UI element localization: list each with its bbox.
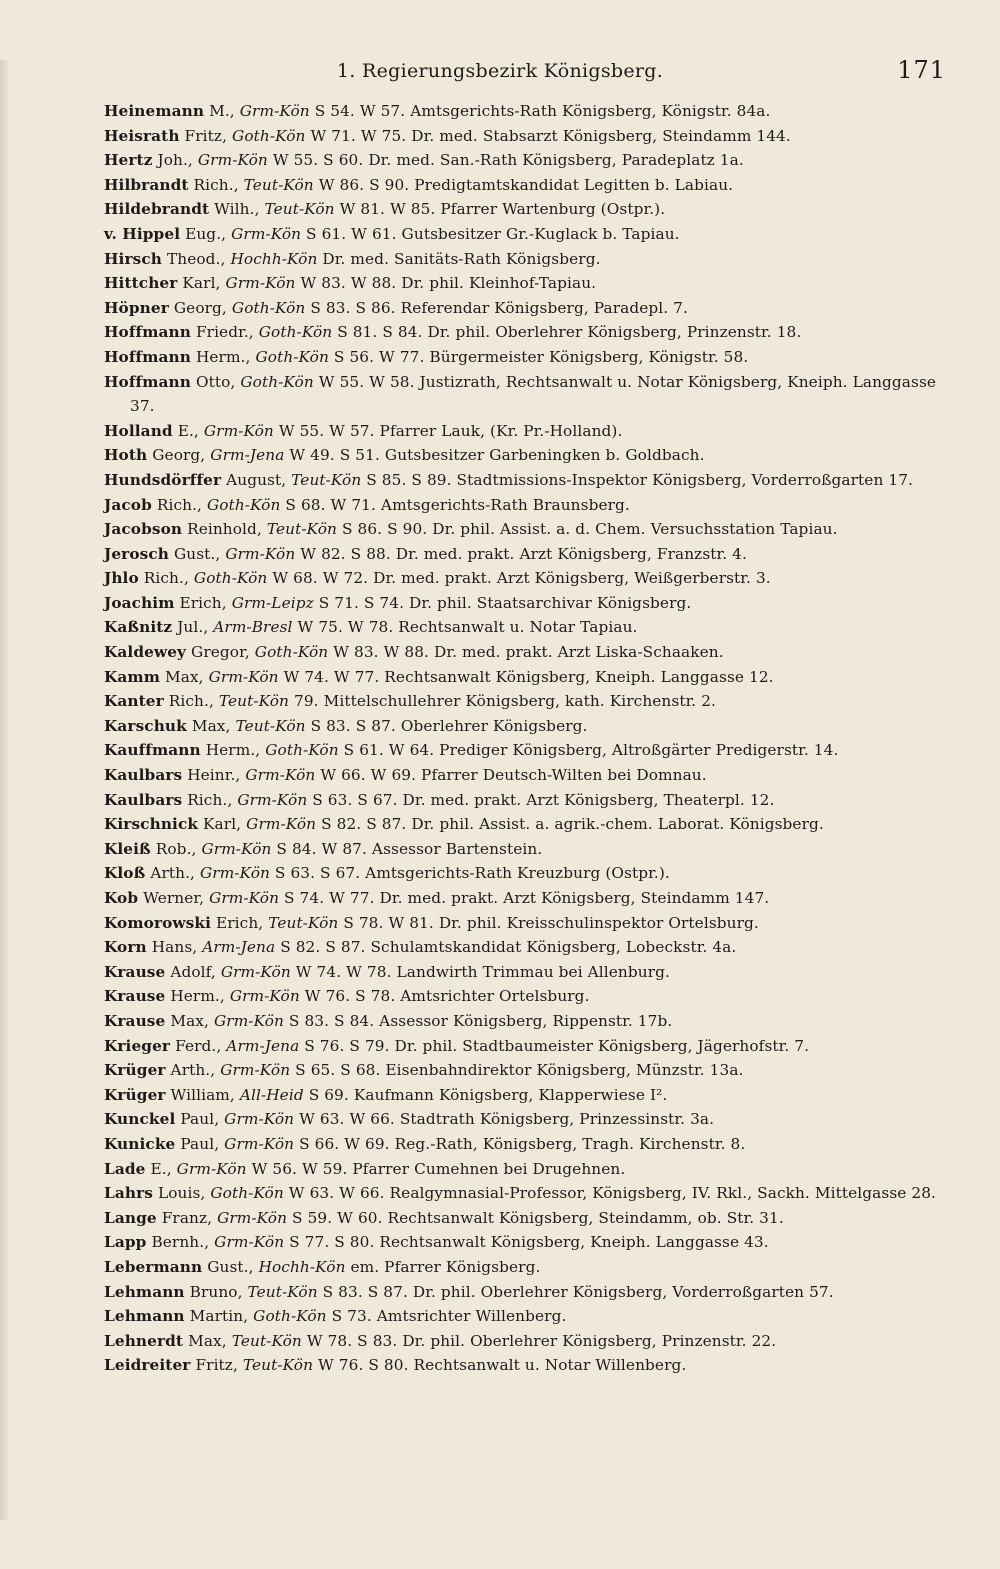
entry-given-name: M., bbox=[209, 102, 235, 120]
entry-details: W 83. W 88. Dr. med. prakt. Arzt Liska-Schaaken. bbox=[333, 643, 724, 662]
entry-given-name: Otto, bbox=[195, 372, 236, 391]
entry-surname: Jerosch bbox=[104, 544, 169, 563]
entry-faculty: Arm-Jena bbox=[202, 938, 276, 957]
list-item bbox=[104, 1255, 950, 1280]
entry-surname: Kamm bbox=[104, 667, 160, 686]
entry-surname: Joachim bbox=[104, 593, 175, 612]
entry-details: S 66. W 69. Reg.-Rath, Königsberg, Tragh. Kirchenstr. 8. bbox=[299, 1134, 746, 1153]
entry-details: S 77. S 80. Rechtsanwalt Königsberg, Kneiph. Langgasse 43. bbox=[289, 1233, 769, 1252]
entry-details: W 86. S 90. Predigtamtskandidat Legitten b. Labiau. bbox=[318, 175, 734, 194]
entry-faculty: Teut-Kön bbox=[268, 913, 339, 932]
entry-faculty: Grm-Kön bbox=[201, 839, 272, 858]
entry-surname: Kirschnick bbox=[104, 815, 199, 834]
list-item bbox=[104, 984, 950, 1009]
entry-given-name: Herm., bbox=[195, 347, 251, 366]
entry-surname: Kleiß bbox=[104, 839, 151, 858]
list-item bbox=[104, 320, 950, 345]
entry-given-name: Georg, bbox=[173, 298, 227, 317]
entry-given-name: E., bbox=[150, 1159, 172, 1178]
entry-details: W 83. W 88. Dr. phil. Kleinhof-Tapiau. bbox=[300, 274, 597, 293]
entry-given-name: Martin, bbox=[189, 1307, 249, 1326]
entry-faculty: Goth-Kön bbox=[254, 643, 329, 662]
entry-faculty: Teut-Kön bbox=[242, 1356, 314, 1375]
entry-details: S 76. S 79. Dr. phil. Stadtbaumeister Königsberg, Jägerhofstr. 7. bbox=[304, 1036, 810, 1055]
entry-given-name: Reinhold, bbox=[187, 520, 262, 539]
entry-given-name: Fritz, bbox=[184, 126, 228, 145]
list-item bbox=[104, 1107, 950, 1132]
entry-surname: v. Hippel bbox=[104, 224, 181, 243]
entry-given-name: Gust., bbox=[173, 544, 221, 563]
list-item bbox=[104, 419, 950, 444]
entry-given-name: Rich., bbox=[187, 790, 233, 809]
entry-faculty: Teut-Kön bbox=[235, 716, 306, 735]
entry-surname: Kaulbars bbox=[104, 790, 183, 809]
entry-given-name: Rich., bbox=[156, 495, 202, 514]
entry-details: S 61. W 64. Prediger Königsberg, Altroßgärter Predigerstr. 14. bbox=[343, 741, 839, 760]
entry-surname: Kanter bbox=[104, 692, 164, 711]
entry-details: S 61. W 61. Gutsbesitzer Gr.-Kuglack b. Tapiau. bbox=[306, 224, 680, 243]
entry-faculty: Grm-Kön bbox=[245, 766, 316, 785]
entry-given-name: Bernh., bbox=[151, 1233, 210, 1252]
entry-faculty: Teut-Kön bbox=[266, 520, 337, 539]
page-number: 171 bbox=[897, 56, 946, 84]
entry-surname: Hildebrandt bbox=[104, 200, 210, 219]
list-item bbox=[104, 124, 950, 149]
entry-details: S 68. W 71. Amtsgerichts-Rath Braunsberg. bbox=[285, 495, 630, 514]
entry-given-name: Heinr., bbox=[187, 766, 241, 785]
entry-details: S 82. S 87. Schulamtskandidat Königsberg, Lobeckstr. 4a. bbox=[280, 938, 737, 957]
entry-faculty: Teut-Kön bbox=[218, 692, 290, 711]
entry-details: em. Pfarrer Königsberg. bbox=[350, 1257, 541, 1276]
list-item bbox=[104, 665, 950, 690]
entry-given-name: Adolf, bbox=[170, 962, 216, 981]
list-item bbox=[104, 1181, 950, 1206]
list-item bbox=[104, 640, 950, 665]
entry-surname: Lehnerdt bbox=[104, 1331, 184, 1350]
list-item bbox=[104, 714, 950, 739]
entry-given-name: Louis, bbox=[157, 1184, 206, 1203]
entry-faculty: Teut-Kön bbox=[231, 1331, 302, 1350]
entry-given-name: Jul., bbox=[177, 618, 209, 637]
entry-details: S 69. Kaufmann Königsberg, Klapperwiese I². bbox=[308, 1085, 668, 1104]
entry-details: W 55. S 60. Dr. med. San.-Rath Königsberg, Paradeplatz 1a. bbox=[272, 151, 744, 170]
entry-details: W 68. W 72. Dr. med. prakt. Arzt Königsberg, Weißgerberstr. 3. bbox=[272, 569, 771, 588]
list-item bbox=[104, 566, 950, 591]
entry-faculty: All-Heid bbox=[239, 1085, 304, 1104]
entry-faculty: Grm-Kön bbox=[231, 224, 302, 243]
list-item bbox=[104, 1132, 950, 1157]
entry-surname: Hoffmann bbox=[104, 372, 191, 391]
entry-surname: Korn bbox=[104, 938, 147, 957]
entry-details: W 82. S 88. Dr. med. prakt. Arzt Königsberg, Franzstr. 4. bbox=[300, 544, 747, 563]
entry-details: S 63. S 67. Dr. med. prakt. Arzt Königsberg, Theaterpl. 12. bbox=[312, 790, 775, 809]
list-item bbox=[104, 296, 950, 321]
entry-surname: Kaulbars bbox=[104, 766, 183, 785]
list-item bbox=[104, 99, 950, 124]
entry-surname: Kloß bbox=[104, 864, 146, 883]
entry-details: S 54. W 57. Amtsgerichts-Rath Königsberg, Königstr. 84a. bbox=[314, 102, 771, 120]
list-item bbox=[104, 247, 950, 272]
list-item bbox=[104, 911, 950, 936]
entry-surname: Jhlo bbox=[104, 569, 139, 588]
list-item bbox=[104, 591, 950, 616]
entry-surname: Hilbrandt bbox=[104, 175, 189, 194]
entry-given-name: Karl, bbox=[182, 274, 221, 293]
entry-faculty: Grm-Kön bbox=[197, 151, 268, 170]
list-item bbox=[104, 1157, 950, 1182]
list-item bbox=[104, 443, 950, 468]
entry-faculty: Grm-Kön bbox=[246, 815, 317, 834]
entry-details: S 74. W 77. Dr. med. prakt. Arzt Königsberg, Steindamm 147. bbox=[284, 889, 770, 907]
entry-faculty: Grm-Kön bbox=[224, 1134, 295, 1153]
entry-given-name: Herm., bbox=[170, 987, 225, 1006]
entry-given-name: Arth., bbox=[150, 864, 195, 883]
entry-surname: Hundsdörffer bbox=[104, 470, 222, 489]
entry-faculty: Grm-Leipz bbox=[231, 593, 314, 612]
entry-details: S 86. S 90. Dr. phil. Assist. a. d. Chem. Versuchsstation Tapiau. bbox=[341, 520, 838, 539]
entry-given-name: E., bbox=[177, 421, 199, 440]
entry-given-name: Arth., bbox=[170, 1061, 216, 1080]
entry-details: S 78. W 81. Dr. phil. Kreisschulinspektor Ortelsburg. bbox=[343, 913, 759, 932]
entry-surname: Höpner bbox=[104, 298, 169, 317]
entry-surname: Kaldewey bbox=[104, 643, 187, 662]
entry-surname: Lehmann bbox=[104, 1282, 185, 1301]
list-item bbox=[104, 1304, 950, 1329]
entry-faculty: Hochh-Kön bbox=[258, 1257, 346, 1276]
entry-faculty: Grm-Kön bbox=[225, 274, 296, 293]
entry-details: W 74. W 77. Rechtsanwalt Königsberg, Kneiph. Langgasse 12. bbox=[283, 667, 774, 686]
entry-details: Dr. med. Sanitäts-Rath Königsberg. bbox=[322, 249, 601, 268]
entry-given-name: Wilh., bbox=[214, 200, 260, 219]
entry-surname: Hoffmann bbox=[104, 323, 191, 342]
entry-given-name: William, bbox=[170, 1085, 235, 1104]
entry-given-name: Max, bbox=[191, 716, 231, 735]
entry-details: S 63. S 67. Amtsgerichts-Rath Kreuzburg (Ostpr.). bbox=[274, 864, 670, 883]
entry-surname: Lange bbox=[104, 1208, 157, 1227]
entry-surname: Lehmann bbox=[104, 1307, 185, 1326]
entry-surname: Jacob bbox=[104, 495, 152, 514]
entry-faculty: Arm-Bresl bbox=[213, 618, 293, 637]
entry-surname: Krüger bbox=[104, 1061, 166, 1080]
list-item bbox=[104, 1280, 950, 1305]
list-item bbox=[104, 197, 950, 222]
entry-faculty: Goth-Kön bbox=[232, 126, 306, 145]
list-item bbox=[104, 1353, 950, 1378]
entry-details: W 78. S 83. Dr. phil. Oberlehrer Königsberg, Prinzenstr. 22. bbox=[306, 1331, 777, 1350]
entry-given-name: Gust., bbox=[207, 1257, 254, 1276]
entry-given-name: Ferd., bbox=[175, 1036, 222, 1055]
entry-surname: Karschuk bbox=[104, 716, 187, 735]
entry-surname: Holland bbox=[104, 421, 173, 440]
entry-details: S 56. W 77. Bürgermeister Königsberg, Königstr. 58. bbox=[333, 347, 749, 366]
entry-faculty: Grm-Kön bbox=[229, 987, 300, 1006]
entry-surname: Kauffmann bbox=[104, 741, 201, 760]
entry-surname: Krause bbox=[104, 987, 166, 1006]
entry-given-name: Eug., bbox=[185, 224, 227, 243]
list-item bbox=[104, 222, 950, 247]
entry-faculty: Goth-Kön bbox=[255, 347, 329, 366]
entry-details: W 76. S 80. Rechtsanwalt u. Notar Willenberg. bbox=[318, 1356, 687, 1375]
entry-details: S 59. W 60. Rechtsanwalt Königsberg, Steindamm, ob. Str. 31. bbox=[292, 1208, 784, 1227]
entry-given-name: Fritz, bbox=[195, 1356, 238, 1375]
entry-faculty: Hochh-Kön bbox=[230, 249, 318, 268]
entry-faculty: Grm-Kön bbox=[217, 1208, 288, 1227]
entry-details: S 82. S 87. Dr. phil. Assist. a. agrik.-chem. Laborat. Königsberg. bbox=[321, 815, 824, 834]
entry-faculty: Teut-Kön bbox=[247, 1282, 318, 1301]
list-item bbox=[104, 1206, 950, 1231]
list-item bbox=[104, 1034, 950, 1059]
entry-faculty: Goth-Kön bbox=[258, 323, 333, 342]
list-item bbox=[104, 1058, 950, 1083]
entry-faculty: Grm-Kön bbox=[239, 102, 310, 120]
list-item bbox=[104, 271, 950, 296]
list-item bbox=[104, 886, 950, 911]
entry-details: W 63. W 66. Realgymnasial-Professor, Königsberg, IV. Rkl., Sackh. Mittelgasse 28. bbox=[288, 1184, 937, 1203]
entry-given-name: Rob., bbox=[155, 839, 197, 858]
list-item bbox=[104, 861, 950, 886]
entry-given-name: Paul, bbox=[180, 1134, 220, 1153]
entry-faculty: Grm-Kön bbox=[199, 864, 270, 883]
entry-list bbox=[104, 99, 950, 1378]
entry-details: W 74. W 78. Landwirth Trimmau bei Allenburg. bbox=[295, 962, 670, 981]
entry-faculty: Teut-Kön bbox=[243, 175, 314, 194]
entry-surname: Heinemann bbox=[104, 102, 205, 120]
entry-details: 79. Mittelschullehrer Königsberg, kath. Kirchenstr. 2. bbox=[293, 692, 717, 711]
list-item bbox=[104, 468, 950, 493]
entry-surname: Hertz bbox=[104, 151, 153, 170]
entry-given-name: August, bbox=[226, 470, 287, 489]
entry-details: S 85. S 89. Stadtmissions-Inspektor Königsberg, Vorderroßgarten 17. bbox=[366, 470, 913, 489]
entry-faculty: Grm-Kön bbox=[237, 790, 308, 809]
entry-details: S 83. S 84. Assessor Königsberg, Rippenstr. 17b. bbox=[288, 1011, 673, 1030]
entry-surname: Kunckel bbox=[104, 1110, 176, 1129]
entry-given-name: Franz, bbox=[161, 1208, 213, 1227]
entry-faculty: Grm-Kön bbox=[214, 1233, 285, 1252]
entry-given-name: Rich., bbox=[168, 692, 214, 711]
entry-faculty: Goth-Kön bbox=[231, 298, 306, 317]
facing-page-edge bbox=[0, 60, 10, 1520]
entry-details: W 71. W 75. Dr. med. Stabsarzt Königsberg, Steindamm 144. bbox=[310, 126, 791, 145]
list-item bbox=[104, 345, 950, 370]
entry-details: S 65. S 68. Eisenbahndirektor Königsberg, Münzstr. 13a. bbox=[295, 1061, 744, 1080]
list-item bbox=[104, 1009, 950, 1034]
entry-given-name: Max, bbox=[170, 1011, 209, 1030]
entry-faculty: Grm-Jena bbox=[210, 446, 285, 465]
entry-given-name: Max, bbox=[164, 667, 204, 686]
entry-faculty: Goth-Kön bbox=[210, 1184, 284, 1203]
entry-given-name: Erich, bbox=[179, 593, 227, 612]
entry-given-name: Bruno, bbox=[189, 1282, 243, 1301]
list-item bbox=[104, 960, 950, 985]
entry-given-name: Herm., bbox=[205, 741, 261, 760]
entry-surname: Komorowski bbox=[104, 913, 212, 932]
entry-details: S 81. S 84. Dr. phil. Oberlehrer Königsberg, Prinzenstr. 18. bbox=[337, 323, 802, 342]
entry-surname: Lahrs bbox=[104, 1184, 153, 1203]
list-item bbox=[104, 517, 950, 542]
running-title: 1. Regierungsbezirk Königsberg. bbox=[336, 60, 664, 82]
entry-details: W 66. W 69. Pfarrer Deutsch-Wilten bei Domnau. bbox=[320, 766, 707, 785]
entry-given-name: Paul, bbox=[180, 1110, 220, 1129]
entry-given-name: Max, bbox=[188, 1331, 227, 1350]
list-item bbox=[104, 542, 950, 567]
entry-surname: Hirsch bbox=[104, 249, 162, 268]
list-item bbox=[104, 1329, 950, 1354]
entry-surname: Kunicke bbox=[104, 1134, 176, 1153]
entry-faculty: Goth-Kön bbox=[253, 1307, 327, 1326]
entry-surname: Heisrath bbox=[104, 126, 180, 145]
entry-faculty: Goth-Kön bbox=[265, 741, 339, 760]
entry-faculty: Grm-Kön bbox=[224, 1110, 295, 1129]
entry-details: W 56. W 59. Pfarrer Cumehnen bei Drugehnen. bbox=[251, 1159, 626, 1178]
entry-surname: Krause bbox=[104, 962, 166, 981]
entry-details: W 81. W 85. Pfarrer Wartenburg (Ostpr.). bbox=[339, 200, 666, 219]
entry-details: S 83. S 86. Referendar Königsberg, Paradepl. 7. bbox=[310, 298, 688, 317]
entry-given-name: Joh., bbox=[157, 151, 193, 170]
entry-given-name: Rich., bbox=[143, 569, 189, 588]
entry-given-name: Gregor, bbox=[191, 643, 250, 662]
entry-details: W 49. S 51. Gutsbesitzer Garbeningken b. Goldbach. bbox=[289, 446, 705, 465]
entry-given-name: Georg, bbox=[152, 446, 206, 465]
entry-surname: Kaßnitz bbox=[104, 618, 173, 637]
list-item bbox=[104, 935, 950, 960]
entry-faculty: Grm-Kön bbox=[220, 962, 291, 981]
entry-details: S 83. S 87. Dr. phil. Oberlehrer Königsberg, Vorderroßgarten 57. bbox=[322, 1282, 834, 1301]
entry-details: S 83. S 87. Oberlehrer Königsberg. bbox=[310, 716, 588, 735]
entry-surname: Hoth bbox=[104, 446, 148, 465]
entry-given-name: Theod., bbox=[166, 249, 226, 268]
entry-given-name: Friedr., bbox=[195, 323, 254, 342]
list-item bbox=[104, 689, 950, 714]
entry-details: S 84. W 87. Assessor Bartenstein. bbox=[276, 839, 543, 858]
list-item bbox=[104, 173, 950, 198]
entry-surname: Krieger bbox=[104, 1036, 171, 1055]
entry-surname: Jacobson bbox=[104, 520, 183, 539]
entry-surname: Krause bbox=[104, 1011, 166, 1030]
entry-faculty: Teut-Kön bbox=[264, 200, 335, 219]
entry-surname: Kob bbox=[104, 889, 139, 907]
entry-details: W 76. S 78. Amtsrichter Ortelsburg. bbox=[304, 987, 590, 1006]
entry-details: W 55. W 57. Pfarrer Lauk, (Kr. Pr.-Holland). bbox=[278, 421, 623, 440]
list-item bbox=[104, 370, 950, 419]
list-item bbox=[104, 738, 950, 763]
entry-given-name: Hans, bbox=[151, 938, 198, 957]
list-item bbox=[104, 1230, 950, 1255]
entry-surname: Leidreiter bbox=[104, 1356, 191, 1375]
entry-faculty: Teut-Kön bbox=[291, 470, 362, 489]
entry-faculty: Grm-Kön bbox=[213, 1011, 284, 1030]
entry-faculty: Grm-Kön bbox=[209, 889, 280, 907]
entry-faculty: Goth-Kön bbox=[240, 372, 314, 391]
entry-given-name: Karl, bbox=[203, 815, 242, 834]
entry-details: S 71. S 74. Dr. phil. Staatsarchivar Königsberg. bbox=[318, 593, 692, 612]
entry-given-name: Werner, bbox=[143, 889, 205, 907]
entry-faculty: Grm-Kön bbox=[203, 421, 274, 440]
entry-surname: Hoffmann bbox=[104, 347, 191, 366]
entry-faculty: Goth-Kön bbox=[206, 495, 281, 514]
entry-details: S 73. Amtsrichter Willenberg. bbox=[331, 1307, 567, 1326]
entry-faculty: Goth-Kön bbox=[193, 569, 268, 588]
entry-faculty: Grm-Kön bbox=[225, 544, 296, 563]
entry-surname: Hittcher bbox=[104, 274, 178, 293]
entry-faculty: Arm-Jena bbox=[226, 1036, 300, 1055]
entry-surname: Lade bbox=[104, 1159, 146, 1178]
entry-surname: Lapp bbox=[104, 1233, 147, 1252]
list-item bbox=[104, 1083, 950, 1108]
page-header bbox=[0, 56, 1000, 90]
list-item bbox=[104, 615, 950, 640]
entry-given-name: Erich, bbox=[215, 913, 264, 932]
entry-faculty: Grm-Kön bbox=[220, 1061, 291, 1080]
entry-details: W 55. W 58. Justizrath, Rechtsanwalt u. Notar Königsberg, Kneiph. Langgasse 37. bbox=[130, 372, 937, 416]
entry-details: W 75. W 78. Rechtsanwalt u. Notar Tapiau. bbox=[297, 618, 638, 637]
entry-surname: Lebermann bbox=[104, 1257, 203, 1276]
list-item bbox=[104, 763, 950, 788]
list-item bbox=[104, 812, 950, 837]
list-item bbox=[104, 493, 950, 518]
entry-faculty: Grm-Kön bbox=[176, 1159, 247, 1178]
entry-given-name: Rich., bbox=[193, 175, 239, 194]
entry-surname: Krüger bbox=[104, 1085, 166, 1104]
list-item bbox=[104, 837, 950, 862]
list-item bbox=[104, 148, 950, 173]
list-item bbox=[104, 788, 950, 813]
entry-faculty: Grm-Kön bbox=[208, 667, 279, 686]
entry-details: W 63. W 66. Stadtrath Königsberg, Prinzessinstr. 3a. bbox=[299, 1110, 715, 1129]
